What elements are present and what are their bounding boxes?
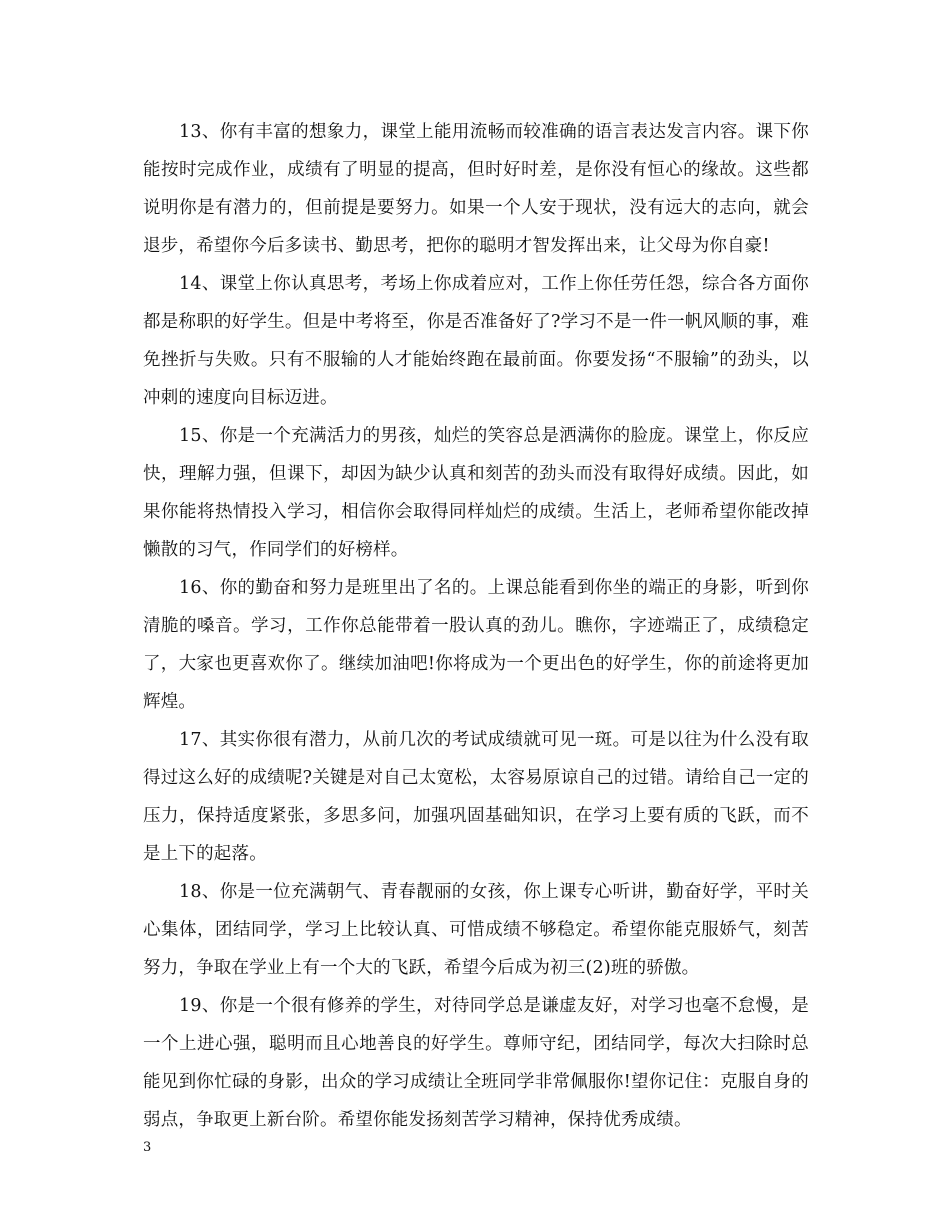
paragraph-16: 16、你的勤奋和努力是班里出了名的。上课总能看到你坐的端正的身影，听到你清脆的嗓音。学习，工作你总能带着一股认真的劲儿。瞧你，字迹端正了，成绩稳定了，大家也更喜欢你了。继续加油吧!你将成为一个更出色的好学生，你的前途将更加辉煌。 — [143, 578, 809, 712]
paragraph-17: 17、其实你很有潜力，从前几次的考试成绩就可见一斑。可是以往为什么没有取得过这么好的成绩呢?关键是对自己太宽松，太容易原谅自己的过错。请给自己一定的压力，保持适度紧张，多思多问，加强巩固基础知识，在学习上要有质的飞跃，而不是上下的起落。 — [143, 730, 809, 864]
paragraph-18: 18、你是一位充满朝气、青春靓丽的女孩，你上课专心听讲，勤奋好学，平时关心集体，团结同学，学习上比较认真、可惜成绩不够稳定。希望你能克服娇气，刻苦努力，争取在学业上有一个大的飞跃，希望今后成为初三(2)班的骄傲。 — [143, 882, 809, 978]
paragraph-13: 13、你有丰富的想象力，课堂上能用流畅而较准确的语言表达发言内容。课下你能按时完成作业，成绩有了明显的提高，但时好时差，是你没有恒心的缘故。这些都说明你是有潜力的，但前提是要努力。如果一个人安于现状，没有远大的志向，就会退步，希望你今后多读书、勤思考，把你的聪明才智发挥出来，让父母为你自豪! — [143, 122, 809, 256]
paragraph-19: 19、你是一个很有修养的学生，对待同学总是谦虚友好，对学习也毫不怠慢，是一个上进心强，聪明而且心地善良的好学生。尊师守纪，团结同学，每次大扫除时总能见到你忙碌的身影，出众的学习成绩让全班同学非常佩服你!望你记住：克服自身的弱点，争取更上新台阶。希望你能发扬刻苦学习精神，保持优秀成绩。 — [143, 996, 809, 1130]
page-number: 3 — [143, 1140, 152, 1155]
paragraph-14: 14、课堂上你认真思考，考场上你成着应对，工作上你任劳任怨，综合各方面你都是称职的好学生。但是中考将至，你是否准备好了?学习不是一件一帆风顺的事，难免挫折与失败。只有不服输的人才能始终跑在最前面。你要发扬“不服输”的劲头，以冲刺的速度向目标迈进。 — [143, 274, 809, 408]
document-body — [143, 113, 809, 1139]
paragraph-15: 15、你是一个充满活力的男孩，灿烂的笑容总是洒满你的脸庞。课堂上，你反应快，理解力强，但课下，却因为缺少认真和刻苦的劲头而没有取得好成绩。因此，如果你能将热情投入学习，相信你会取得同样灿烂的成绩。生活上，老师希望你能改掉懒散的习气，作同学们的好榜样。 — [143, 426, 809, 560]
